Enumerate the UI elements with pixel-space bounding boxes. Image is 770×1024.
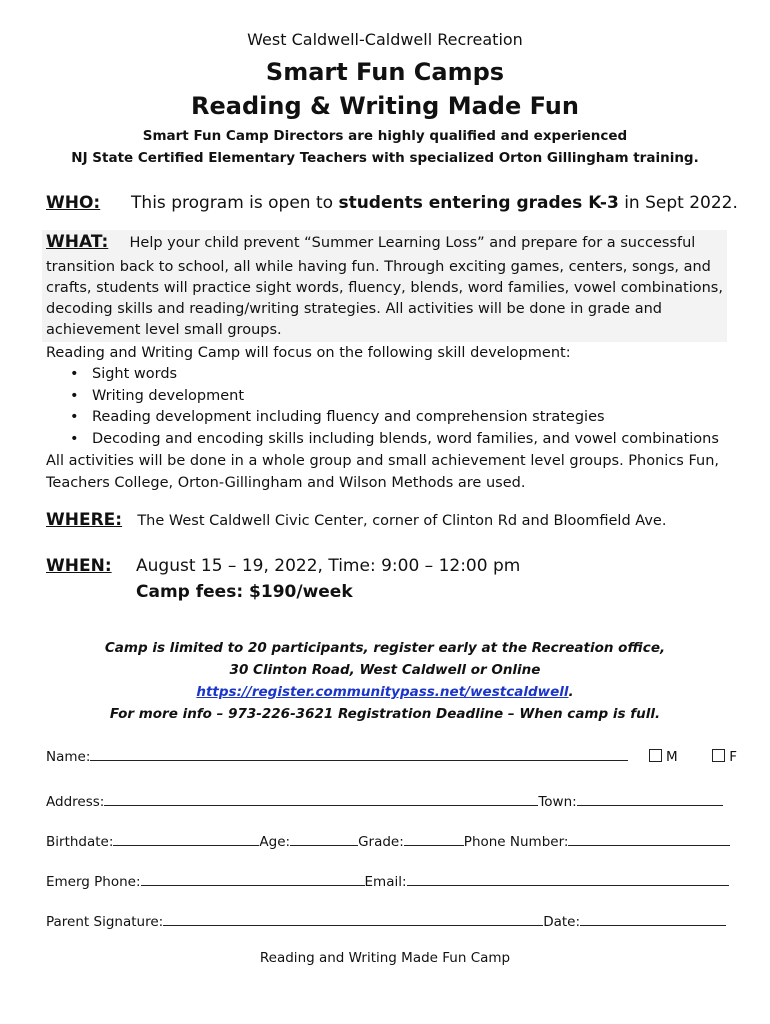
registration-link[interactable]: https://register.communitypass.net/westcaldwell	[196, 684, 569, 700]
list-item: • Reading development including fluency and comprehension strategies	[70, 407, 719, 429]
who-label: WHO:	[46, 193, 101, 213]
focus-closing-1: All activities will be done in a whole group and small achievement level groups. Phonics Fun,	[46, 453, 719, 469]
age-label: Age:	[259, 834, 291, 850]
what-line-3: crafts, students will practice sight words, fluency, blends, word families, vowel combinations,	[46, 280, 723, 296]
where-section	[46, 510, 666, 530]
phone-label: Phone Number:	[463, 834, 569, 850]
page-title: Smart Fun Camps	[265, 58, 505, 86]
focus-closing-2: Teachers College, Orton-Gillingham and Wilson Methods are used.	[46, 475, 526, 491]
where-label: WHERE:	[46, 510, 123, 530]
parent-signature-label: Parent Signature:	[46, 914, 164, 930]
list-item: • Sight words	[70, 364, 719, 386]
name-label: Name:	[46, 749, 91, 765]
list-item: • Decoding and encoding skills including blends, word families, and vowel combinations	[70, 429, 719, 451]
name-row	[46, 747, 737, 765]
when-dates: August 15 – 19, 2022, Time: 9:00 – 12:00 pm	[136, 556, 521, 576]
emerg-phone-field[interactable]	[141, 872, 365, 886]
camp-fees: Camp fees: $190/week	[136, 582, 353, 602]
email-label: Email:	[364, 874, 407, 890]
who-text-before: This program is open to	[131, 193, 339, 213]
name-field[interactable]	[90, 747, 628, 761]
emerg-phone-label: Emerg Phone:	[46, 874, 141, 890]
registration-line-4: For more info – 973-226-3621 Registration Deadline – When camp is full.	[109, 706, 661, 722]
what-label: WHAT:	[46, 232, 109, 252]
birthdate-row	[46, 832, 730, 850]
footer-text: Reading and Writing Made Fun Camp	[259, 950, 511, 966]
page-subtitle: Reading & Writing Made Fun	[191, 92, 579, 120]
who-section	[46, 193, 738, 213]
when-label: WHEN:	[46, 556, 112, 576]
directors-line-2: NJ State Certified Elementary Teachers with specialized Orton Gillingham training.	[71, 150, 699, 166]
focus-intro: Reading and Writing Camp will focus on the following skill development:	[46, 345, 571, 361]
address-row	[46, 792, 723, 810]
skill-list	[70, 364, 719, 450]
age-field[interactable]	[290, 832, 358, 846]
grade-field[interactable]	[404, 832, 464, 846]
who-text-after: in Sept 2022.	[618, 193, 738, 213]
male-checkbox[interactable]	[649, 749, 662, 762]
what-text-1: Help your child prevent “Summer Learning Loss” and prepare for a successful	[129, 235, 696, 251]
list-item: • Writing development	[70, 386, 719, 408]
organization-name: West Caldwell-Caldwell Recreation	[247, 30, 523, 49]
what-line-2: transition back to school, all while having fun. Through exciting games, centers, songs, and	[46, 259, 711, 275]
where-text: The West Caldwell Civic Center, corner of Clinton Rd and Bloomfield Ave.	[137, 513, 667, 529]
registration-line-2: 30 Clinton Road, West Caldwell or Online	[229, 662, 541, 678]
town-label: Town:	[538, 794, 577, 810]
address-label: Address:	[46, 794, 105, 810]
what-line-1	[46, 232, 726, 255]
registration-link-suffix: .	[568, 684, 574, 700]
birthdate-field[interactable]	[113, 832, 259, 846]
female-checkbox[interactable]	[712, 749, 725, 762]
signature-row	[46, 912, 726, 930]
when-section	[46, 556, 112, 576]
registration-line-1: Camp is limited to 20 participants, register early at the Recreation office,	[104, 640, 666, 656]
female-label: F	[729, 749, 737, 765]
who-text-bold: students entering grades K-3	[338, 193, 619, 213]
directors-line-1: Smart Fun Camp Directors are highly qualified and experienced	[142, 128, 628, 144]
parent-signature-field[interactable]	[163, 912, 543, 926]
male-label: M	[665, 749, 678, 765]
what-line-4: decoding skills and reading/writing strategies. All activities will be done in grade and	[46, 301, 662, 317]
address-field[interactable]	[104, 792, 538, 806]
grade-label: Grade:	[358, 834, 404, 850]
date-label: Date:	[543, 914, 581, 930]
email-field[interactable]	[407, 872, 729, 886]
what-line-5: achievement level small groups.	[46, 322, 282, 338]
emergency-row	[46, 872, 729, 890]
date-field[interactable]	[580, 912, 726, 926]
phone-field[interactable]	[568, 832, 730, 846]
town-field[interactable]	[577, 792, 723, 806]
birthdate-label: Birthdate:	[46, 834, 114, 850]
registration-link-line	[0, 684, 770, 700]
